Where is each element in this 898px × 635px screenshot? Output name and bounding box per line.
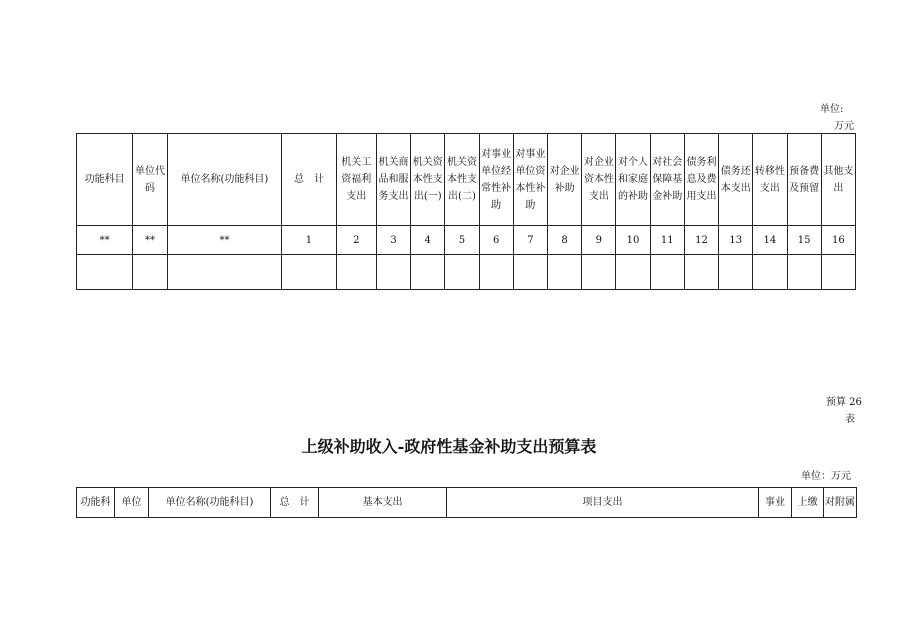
header-cell: 对事业单位经常性补助 — [479, 134, 513, 226]
header-cell: 单位名称(功能科目) — [167, 134, 282, 226]
unit-label: 单位: — [820, 104, 844, 115]
header-cell: 项目支出 — [447, 488, 759, 518]
header-cell: 事业 — [759, 488, 792, 518]
header-cell: 功能科 — [77, 488, 115, 518]
index-cell: 8 — [548, 226, 582, 255]
index-cell: ** — [133, 226, 167, 255]
index-cell: 11 — [650, 226, 684, 255]
header-row — [77, 488, 857, 518]
header-cell: 机关商品和服务支出 — [376, 134, 410, 226]
index-cell: 6 — [479, 226, 513, 255]
header-cell: 对个人和家庭的补助 — [616, 134, 650, 226]
header-cell: 对企业资本性支出 — [582, 134, 616, 226]
header-cell: 机关资本性支出(一) — [411, 134, 445, 226]
header-row — [77, 134, 856, 226]
header-cell: 债务利息及费用支出 — [684, 134, 718, 226]
index-cell: ** — [167, 226, 282, 255]
header-cell: 机关资本性支出(二) — [445, 134, 479, 226]
index-cell: 5 — [445, 226, 479, 255]
index-cell: 3 — [376, 226, 410, 255]
header-cell: 转移性支出 — [753, 134, 787, 226]
index-cell: 15 — [787, 226, 821, 255]
budget-number-suffix: 表 — [845, 414, 855, 425]
index-cell: 16 — [821, 226, 855, 255]
header-cell: 对事业单位资本性补助 — [513, 134, 547, 226]
header-cell: 总 计 — [282, 134, 336, 226]
header-cell: 其他支出 — [821, 134, 855, 226]
index-cell: 4 — [411, 226, 445, 255]
header-cell: 单位 — [115, 488, 149, 518]
index-cell: ** — [77, 226, 133, 255]
index-cell: 12 — [684, 226, 718, 255]
header-cell: 债务还本支出 — [719, 134, 753, 226]
header-cell: 单位名称(功能科目) — [149, 488, 271, 518]
header-cell: 对企业补助 — [548, 134, 582, 226]
header-cell: 上缴 — [792, 488, 824, 518]
index-cell: 7 — [513, 226, 547, 255]
header-cell: 基本支出 — [319, 488, 447, 518]
budget-number: 预算 26 — [826, 397, 862, 408]
budget-table-2 — [76, 487, 857, 518]
header-cell: 功能科目 — [77, 134, 133, 226]
header-cell: 预备费及预留 — [787, 134, 821, 226]
header-cell: 总 计 — [271, 488, 319, 518]
index-row — [77, 226, 856, 255]
index-cell: 10 — [616, 226, 650, 255]
header-cell: 单位代码 — [133, 134, 167, 226]
empty-data-row — [77, 255, 856, 290]
index-cell: 13 — [719, 226, 753, 255]
index-cell: 2 — [336, 226, 376, 255]
budget-table-1 — [76, 133, 856, 290]
header-cell: 对附属 — [824, 488, 857, 518]
header-cell: 对社会保障基金补助 — [650, 134, 684, 226]
index-cell: 14 — [753, 226, 787, 255]
unit-label: 单位：万元 — [801, 471, 851, 482]
index-cell: 9 — [582, 226, 616, 255]
header-cell: 机关工资福利支出 — [336, 134, 376, 226]
unit-value: 万元 — [834, 121, 854, 132]
page-title: 上级补助收入-政府性基金补助支出预算表 — [301, 437, 597, 456]
index-cell: 1 — [282, 226, 336, 255]
